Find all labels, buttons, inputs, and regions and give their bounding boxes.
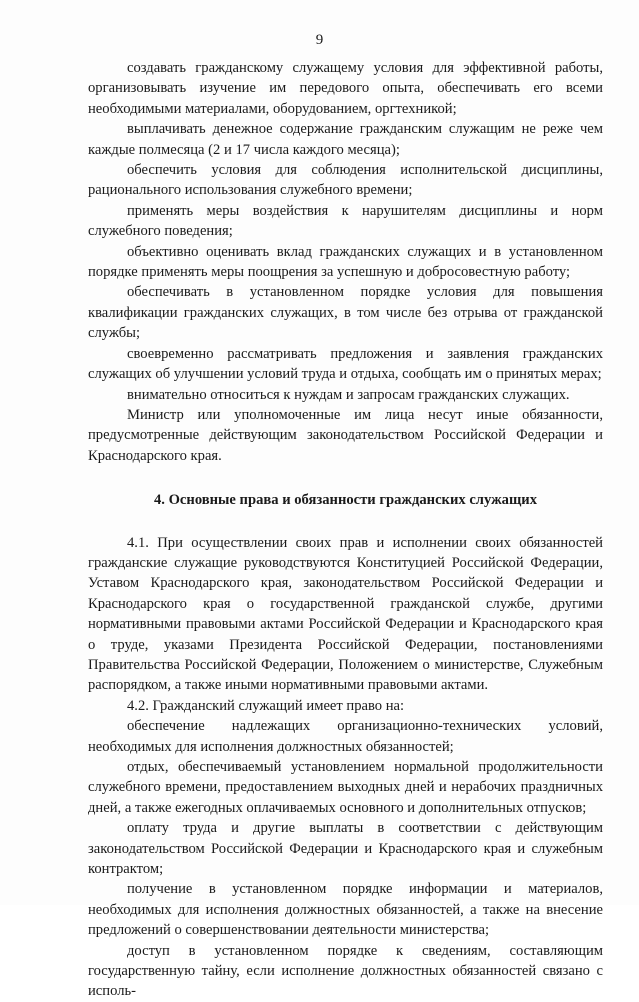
paragraph: внимательно относиться к нуждам и запросам гражданских служащих. bbox=[127, 386, 570, 403]
paragraph: своевременно рассматривать предложения и заявления гражданских служащих об улучшении условий труда и отдыха, сообщать им о принятых мерах; bbox=[88, 345, 603, 383]
page-number: 9 bbox=[315, 32, 324, 48]
paragraph: 4.1. При осуществлении своих прав и исполнении своих обязанностей гражданские служащие руководствуются Конституцией Российской Федерации, Уставом Краснодарского края, законодательством Российской Федерации и Краснодарского края о государственной гражданской службе, другими нормативными правовыми актами Российской Федерации и Краснодарского края о труде, указами Президента Российской Федерации, постановлениями Правительства Российской Федерации, Положением о министерстве, Служебным распорядком, а также иными нормативными правовыми актами. bbox=[88, 534, 603, 694]
paragraph: обеспечение надлежащих организационно-технических условий, необходимых для исполнения должностных обязанностей; bbox=[88, 718, 603, 755]
paragraph: оплату труда и другие выплаты в соответствии с действующим законодательством Российской Федерации и Краснодарского края и служебным контрактом; bbox=[88, 820, 603, 878]
section-heading: 4. Основные права и обязанности гражданских служащих bbox=[153, 492, 537, 509]
paragraph: Министр или уполномоченные им лица несут иные обязанности, предусмотренные действующим законодательством Российской Федерации и Краснодарского края. bbox=[88, 406, 603, 464]
paragraph: получение в установленном порядке информации и материалов, необходимых для исполнения должностных обязанностей, а также на внесение предложений о совершенствовании деятельности министерства; bbox=[88, 881, 603, 939]
section-obligations-list bbox=[88, 58, 603, 466]
paragraph: обеспечить условия для соблюдения исполнительской дисциплины, рационального использования служебного времени; bbox=[88, 162, 603, 199]
paragraph: применять меры воздействия к нарушителям дисциплины и норм служебного поведения; bbox=[88, 202, 603, 240]
paragraph: выплачивать денежное содержание гражданским служащим не реже чем каждые полмесяца (2 и 17 числа каждого месяца); bbox=[88, 121, 603, 158]
section-rights-and-duties bbox=[88, 533, 603, 1002]
paragraph: 4.2. Гражданский служащий имеет право на: bbox=[127, 697, 405, 714]
document-body bbox=[88, 58, 603, 1002]
paragraph: создавать гражданскому служащему условия для эффективной работы, организовывать изучение им передового опыта, обеспечивать его всеми необходимыми материалами, оборудованием, оргтехникой; bbox=[88, 60, 603, 117]
paragraph: объективно оценивать вклад гражданских служащих и в установленном порядке применять меры поощрения за успешную и добросовестную работу; bbox=[88, 243, 603, 281]
paragraph: обеспечивать в установленном порядке условия для повышения квалификации гражданских служащих, в том числе без отрыва от гражданской службы; bbox=[88, 284, 603, 342]
paragraph: отдых, обеспечиваемый установлением нормальной продолжительности служебного времени, предоставлением выходных дней и нерабочих праздничных дней, а также ежегодных оплачиваемых основного и дополнительных отпусков; bbox=[88, 759, 603, 816]
paragraph: доступ в установленном порядке к сведениям, составляющим государственную тайну, если исполнение должностных обязанностей связано с исполь- bbox=[88, 942, 603, 1000]
